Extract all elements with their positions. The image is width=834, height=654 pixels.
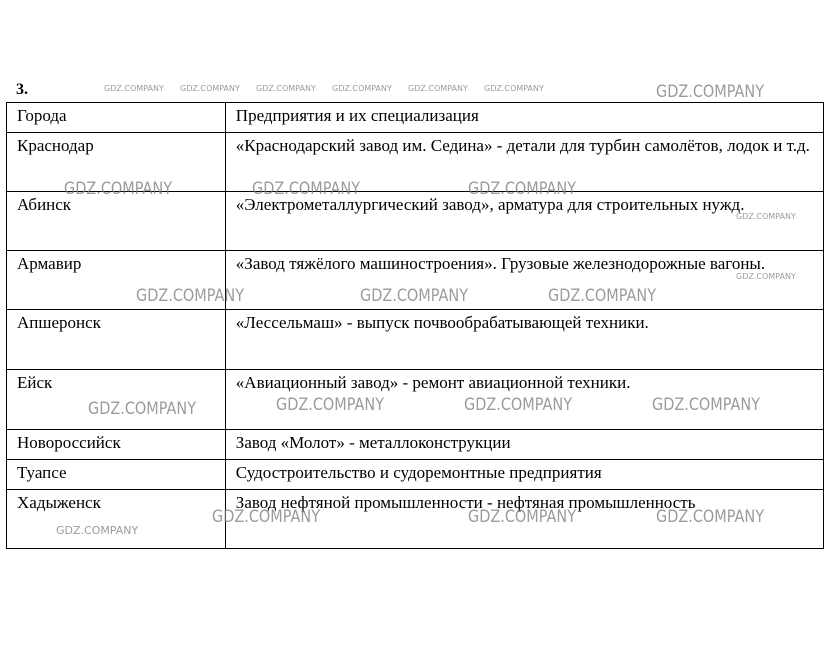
watermark: GDZ.COMPANY — [276, 395, 385, 415]
watermark: GDZ.COMPANY — [652, 395, 761, 415]
task-number: 3. — [16, 81, 28, 98]
watermark: GDZ.COMPANY — [408, 84, 468, 93]
enterprise-cell: «Завод тяжёлого машиностроения». Грузовые железнодорожные вагоны. — [225, 251, 823, 310]
enterprise-cell: «Лессельмаш» - выпуск почвообрабатывающей техники. — [225, 310, 823, 370]
watermark: GDZ.COMPANY — [252, 179, 361, 199]
enterprise-cell: Судостроительство и судоремонтные предприятия — [225, 460, 823, 490]
watermark: GDZ.COMPANY — [64, 179, 173, 199]
enterprise-cell: «Электрометаллургический завод», арматура для строительных нужд. — [225, 192, 823, 251]
table-row — [7, 490, 824, 549]
table-row — [7, 133, 824, 192]
watermark: GDZ.COMPANY — [104, 84, 164, 93]
watermark: GDZ.COMPANY — [656, 507, 765, 527]
table-row — [7, 192, 824, 251]
watermark: GDZ.COMPANY — [332, 84, 392, 93]
table-row — [7, 310, 824, 370]
city-cell: Новороссийск — [7, 430, 226, 460]
header-cities: Города — [7, 103, 226, 133]
city-cell: Туапсе — [7, 460, 226, 490]
watermark: GDZ.COMPANY — [56, 524, 139, 537]
watermark: GDZ.COMPANY — [468, 507, 577, 527]
watermark: GDZ.COMPANY — [360, 286, 469, 306]
watermark: GDZ.COMPANY — [256, 84, 316, 93]
city-cell: Ейск — [7, 370, 226, 430]
watermark: GDZ.COMPANY — [88, 399, 197, 419]
watermark: GDZ.COMPANY — [736, 272, 796, 281]
enterprise-cell: Завод нефтяной промышленности - нефтяная промышленность — [225, 490, 823, 549]
city-cell: Абинск — [7, 192, 226, 251]
table-row — [7, 460, 824, 490]
header-enterprises: Предприятия и их специализация — [225, 103, 823, 133]
city-cell: Краснодар — [7, 133, 226, 192]
watermark: GDZ.COMPANY — [484, 84, 544, 93]
enterprise-cell: Завод «Молот» - металлоконструкции — [225, 430, 823, 460]
city-cell: Хадыженск — [7, 490, 226, 549]
table-header-row — [7, 103, 824, 133]
watermark: GDZ.COMPANY — [180, 84, 240, 93]
table-row — [7, 430, 824, 460]
watermark: GDZ.COMPANY — [136, 286, 245, 306]
city-cell: Армавир — [7, 251, 226, 310]
watermark: GDZ.COMPANY — [736, 212, 796, 221]
enterprises-table — [6, 102, 824, 549]
watermark: GDZ.COMPANY — [212, 507, 321, 527]
table-row — [7, 251, 824, 310]
city-cell: Апшеронск — [7, 310, 226, 370]
watermark: GDZ.COMPANY — [656, 82, 765, 102]
enterprise-cell: «Авиационный завод» - ремонт авиационной техники. — [225, 370, 823, 430]
enterprise-cell: «Краснодарский завод им. Седина» - детали для турбин самолётов, лодок и т.д. — [225, 133, 823, 192]
watermark: GDZ.COMPANY — [468, 179, 577, 199]
table-row — [7, 370, 824, 430]
watermark: GDZ.COMPANY — [548, 286, 657, 306]
watermark: GDZ.COMPANY — [464, 395, 573, 415]
